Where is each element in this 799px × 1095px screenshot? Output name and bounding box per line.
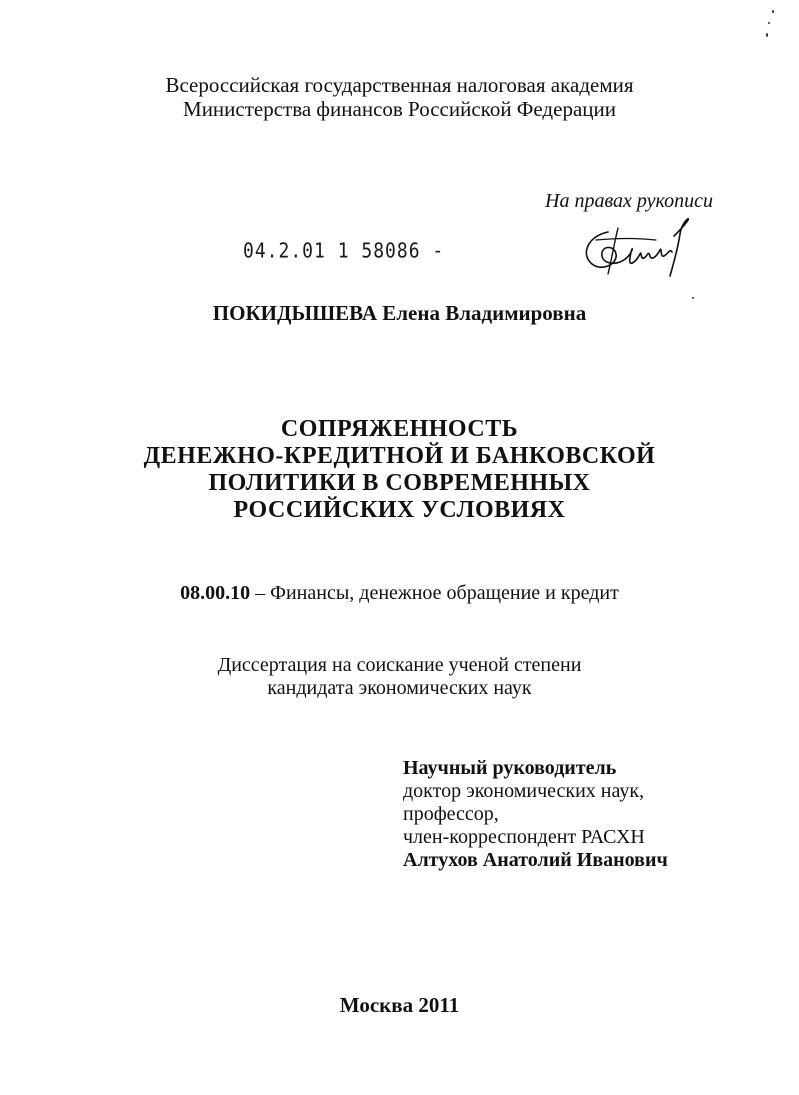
scan-speck [772,10,774,13]
signature-icon [578,214,698,284]
title-line-3: ПОЛИТИКИ В СОВРЕМЕННЫХ [208,470,591,496]
scan-speck [768,22,770,24]
title-line-1: СОПРЯЖЕННОСТЬ [280,416,519,442]
manuscript-rights: На правах рукописи [545,190,713,212]
institution-line-1: Всероссийская государственная налоговая академия [165,73,634,97]
supervisor-block [403,757,668,872]
scan-speck [692,297,694,299]
dissertation-title [0,416,799,524]
supervisor-heading: Научный руководитель [403,757,617,779]
supervisor-line-1: доктор экономических наук, [403,780,645,802]
degree-line-1: Диссертация на соискание ученой степени [217,654,582,676]
specialty [0,582,799,605]
author-name: ПОКИДЫШЕВА Елена Владимировна [212,301,587,325]
specialty-name: – Финансы, денежное обращение и кредит [250,582,619,604]
supervisor-line-3: член-корреспондент РАСХН [403,826,645,848]
title-line-2: ДЕНЕЖНО-КРЕДИТНОЙ И БАНКОВСКОЙ [143,443,656,469]
degree-line-2: кандидата экономических наук [267,677,532,699]
scan-speck [766,33,768,37]
institution-block [0,73,799,121]
title-line-4: РОССИЙСКИХ УСЛОВИЯХ [233,497,566,523]
registration-number: 04.2.01 1 58086 - [243,239,445,264]
institution-line-2: Министерства финансов Российской Федерации [183,97,616,121]
supervisor-line-2: профессор, [403,803,499,825]
degree-statement [0,654,799,700]
city-year: Москва 2011 [339,993,460,1017]
specialty-code: 08.00.10 [180,582,251,604]
supervisor-name: Алтухов Анатолий Иванович [403,849,668,871]
